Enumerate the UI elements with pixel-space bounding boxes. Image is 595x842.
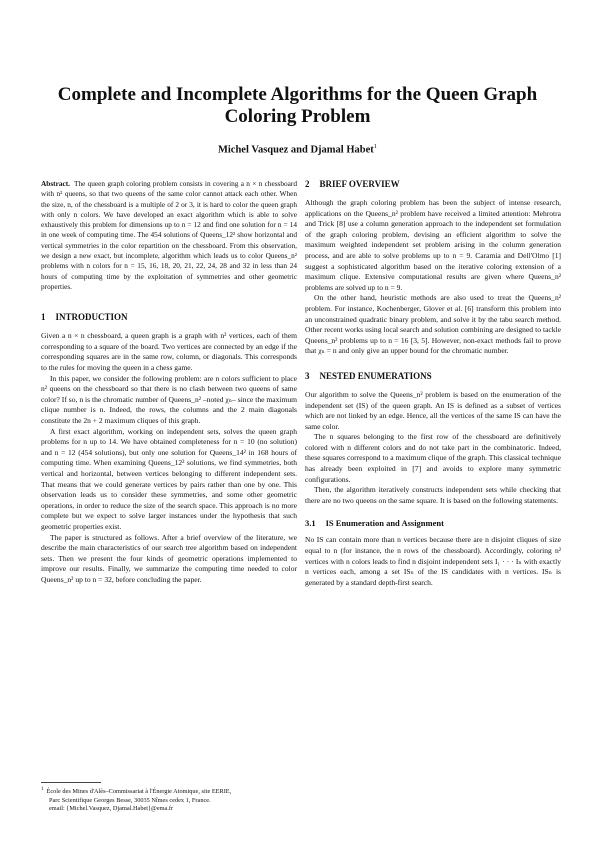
section-heading-nested-enumerations: 3 NESTED ENUMERATIONS	[305, 370, 432, 381]
author-names: Michel Vasquez and Djamal Habet	[217, 144, 374, 156]
nested-paragraph-3: Then, the algorithm iteratively constructs independent sets while checking that there are no two queens on the same square. It is based on the following statements.	[305, 485, 561, 505]
author-footnote-mark: 1	[373, 143, 377, 150]
footnote-line-3: email: {Michel.Vasquez, Djamal.Habet}@ema.fr	[49, 805, 174, 813]
abstract	[41, 179, 297, 292]
is-enum-paragraph-1: No IS can contain more than n vertices because there are n disjoint cliques of size equal to n (for instance, the n rows of the chessboard). Accordingly, coloring n² vertices with n colors leads to find n disjoint independent sets I₁ · · · Iₙ with exactly n vertices each, among a set ISₙ of the IS candidates with n vertices. ISₙ is generated by a standard depth-first search.	[305, 535, 561, 587]
overview-paragraph-1: Although the graph coloring problem has been the subject of intense research, applications on the Queens_n² problem have received a limited attention: Mehrotra and Trick [8] use a column generation approach to the independent set formulation of the graph coloring problem, devising an efficient algorithm to solve the maximum weighted independent set problem arising in the column generation process, and are able to solve problems up to n = 9. Caramia and Dell'Olmo [1] suggest a sophisticated algorithm based on the iterative coloring extension of a maximum clique. Extensive computational results are given where Queens_n² problems are solved up to n = 9.	[305, 198, 561, 292]
paper-title: Complete and Incomplete Algorithms for the Queen Graph Coloring Problem	[57, 84, 538, 127]
abstract-text: The queen graph coloring problem consists in covering a n × n chessboard with n² queens, so that two queens of the same color cannot attack each other. When the size, n, of the chessboard is a multiple of 2 or 3, it is hard to color the queen graph with only n colors. We have developed an exact algorithm which is able to solve exhaustively this problem for dimensions up to n = 12 and find one solution for n = 14 in one week of computing time. The 454 solutions of Queens_12² show horizontal and vertical symmetries in the color repartition on the chessboard. From this observation, we design a new exact, but incomplete, algorithm which leads us to color Queens_n² problems with n colors for n = 15, 16, 18, 20, 21, 22, 24, 28 and 32 in less than 24 hours of computing time by the exploitation of symmetries and other geometric properties.	[41, 179, 297, 291]
footnote-line-2: Parc Scientifique Georges Besse, 30035 Nîmes cedex 1, France.	[49, 796, 211, 804]
subsection-heading-is-enumeration: 3.1 IS Enumeration and Assignment	[305, 518, 444, 529]
footnote-line-1: École des Mines d'Alès–Commissariat à l'Énergie Atomique, site EERIE,	[46, 788, 232, 796]
section-heading-introduction: 1 INTRODUCTION	[41, 312, 128, 323]
paper-authors	[40, 143, 555, 156]
intro-paragraph-3: A first exact algorithm, working on independent sets, solves the queen graph problems for n up to 14. We have obtained completeness for n = 10 (no solution) and n = 12 (454 solutions), but only one solution for Queens_14² in 168 hours of computing time. When examining Queens_12² solutions, we find symmetries, both vertical and horizontal, between vertices belonging to different independent sets. That means that we could generate vertices by pairs rather than one by one. This observation leads us to consider these symmetries, and some other geometric operations, in order to reduce the size of the search space. This approach is no more complete but we expect to solve larger instances under the hypothesis that such geometric properties exist.	[41, 426, 297, 531]
intro-paragraph-2: In this paper, we consider the following problem: are n colors sufficient to place n² queens on the chessboard so that there is no clash between two queens of same color? If so, n is the chromatic number of Queens_n² –noted χₙ– since the maximum clique number is n. Indeed, the rows, the columns and the 2 main diagonals constitute the 2n + 2 maximum cliques of this graph.	[41, 373, 297, 426]
overview-paragraph-2: On the other hand, heuristic methods are also used to treat the Queens_n² problem. For instance, Kochenberger, Glover et al. [6] transform this problem into an unconstrained quadratic binary problem, and solve it by the tabu search method. Other recent works using local search and solution combining are designed to tackle Queens_n² problems up to n = 16 [3, 5]. However, non-exact methods fail to prove that χₙ = n and only give an upper bound for the chromatic number.	[305, 293, 561, 356]
abstract-lead: Abstract.	[41, 179, 70, 188]
intro-paragraph-4: The paper is structured as follows. After a brief overview of the literature, we describe the main characteristics of our search tree algorithm based on independent sets. Then we present the four kinds of geometric operations implemented to improve our results. Finally, we summarize the computing time needed to color Queens_n² up to n = 32, before concluding the paper.	[41, 532, 297, 584]
intro-paragraph-1: Given a n × n chessboard, a queen graph is a graph with n² vertices, each of them corresponding to a square of the board. Two vertices are connected by an edge if the corresponding squares are in the same row, column, or diagonals. This corresponds to the rules for moving the queen in a chess game.	[41, 331, 297, 373]
footnote-rule	[41, 782, 101, 783]
right-column	[305, 179, 561, 588]
nested-paragraph-2: The n squares belonging to the first row of the chessboard are definitively colored with n different colors and do not take part in the combinatoric. Indeed, these squares correspond to a maximum clique of the graph. This classical technique has already been exploited in [7] and avoids to explore many symmetric configurations.	[305, 432, 561, 484]
footnote-mark: 1	[41, 787, 44, 792]
section-heading-overview: 2 BRIEF OVERVIEW	[305, 179, 400, 189]
left-column	[41, 179, 297, 586]
footnote-text	[41, 786, 297, 814]
nested-paragraph-1: Our algorithm to solve the Queens_n² problem is based on the enumeration of the independent set (IS) of the queen graph. An IS is defined as a subset of vertices which are not linked by an edge. Hence, all the vertices of the same IS can have the same color.	[305, 389, 561, 431]
footnote	[41, 782, 297, 814]
